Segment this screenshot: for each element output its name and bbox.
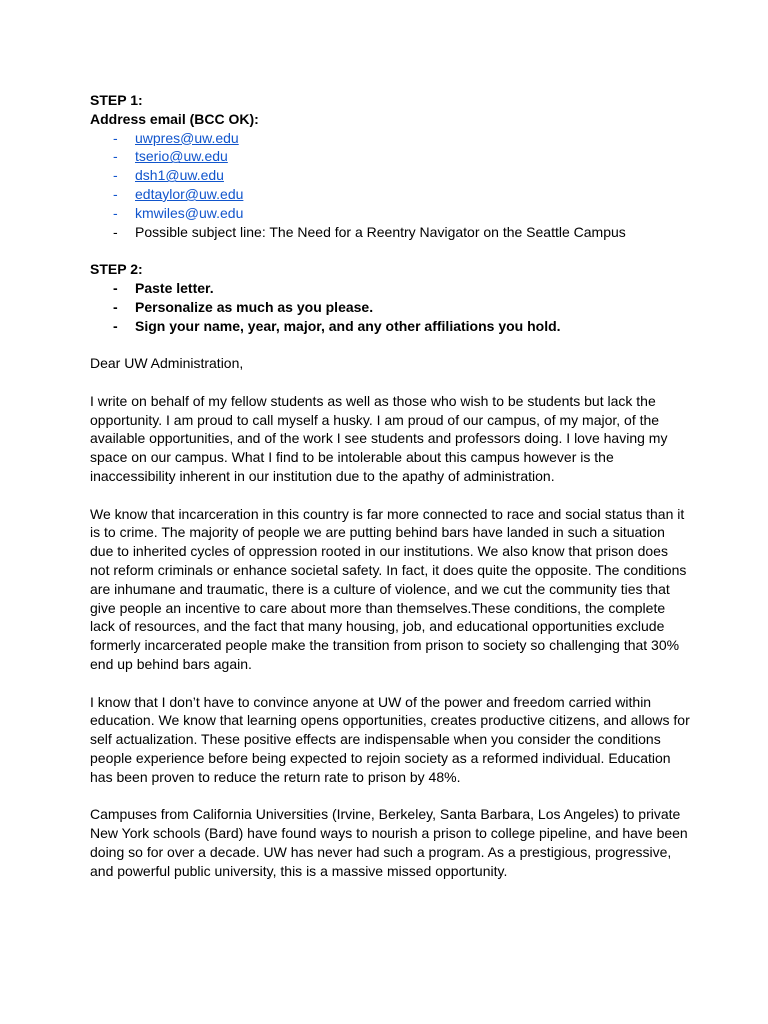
list-dash: - [113, 167, 118, 184]
email-link-edtaylor[interactable]: edtaylor@uw.edu [135, 185, 244, 202]
list-item [90, 223, 690, 242]
step1-subheading: Address email (BCC OK): [90, 110, 259, 127]
email-text-kmwiles: kmwiles@uw.edu [135, 204, 244, 221]
instruction-list [90, 279, 690, 335]
list-dash: - [113, 185, 118, 202]
instruction-sign: Sign your name, year, major, and any other affiliations you hold. [135, 317, 561, 334]
list-dash: - [113, 298, 118, 315]
step1-heading: STEP 1: [90, 92, 143, 108]
subject-line-suggestion: Possible subject line: The Need for a Reentry Navigator on the Seattle Campus [135, 223, 626, 240]
list-dash: - [113, 148, 118, 165]
document-page [90, 91, 690, 880]
email-link-dsh1[interactable]: dsh1@uw.edu [135, 167, 224, 184]
list-item [90, 317, 690, 336]
spacer [90, 786, 690, 805]
spacer [90, 674, 690, 693]
list-item [90, 298, 690, 317]
list-dash: - [113, 279, 118, 296]
list-dash: - [113, 317, 118, 334]
list-item [90, 147, 690, 166]
list-dash: - [113, 129, 118, 146]
spacer [90, 241, 690, 260]
letter-paragraph-1: I write on behalf of my fellow students as well as those who wish to be students but lack the opportunity. I am proud to call myself a husky. I am proud of our campus, of my major, of the available opportunities, and of the work I see students and professors doing. I love having my space on our campus. What I find to be intolerable about this campus however is the inaccessibility inherent in our institution due to the apathy of administration. [90, 392, 668, 484]
list-item [90, 279, 690, 298]
spacer [90, 335, 690, 354]
email-link-uwpres[interactable]: uwpres@uw.edu [135, 129, 239, 146]
email-address-list [90, 129, 690, 242]
instruction-paste: Paste letter. [135, 279, 214, 296]
letter-salutation: Dear UW Administration, [90, 355, 244, 372]
spacer [90, 486, 690, 505]
instruction-personalize: Personalize as much as you please. [135, 298, 374, 315]
spacer [90, 373, 690, 392]
list-item [90, 129, 690, 148]
list-dash: - [113, 204, 118, 221]
letter-paragraph-4: Campuses from California Universities (Irvine, Berkeley, Santa Barbara, Los Angeles) to private New York schools (Bard) have found ways to nourish a prison to college pipeline, and have been doing so for over a decade. UW has never had such a program. As a prestigious, progressive, and powerful public university, this is a massive missed opportunity. [90, 806, 688, 879]
list-item [90, 166, 690, 185]
list-dash: - [113, 223, 118, 240]
email-link-tserio[interactable]: tserio@uw.edu [135, 148, 228, 165]
list-item [90, 185, 690, 204]
step2-heading: STEP 2: [90, 261, 143, 278]
letter-paragraph-2: We know that incarceration in this country is far more connected to race and social status than it is to crime. The majority of people we are putting behind bars have landed in such a situation due to inherited cycles of oppression rooted in our institutions. We also know that prison does not reform criminals or enhance societal safety. In fact, it does quite the opposite. The conditions are inhumane and traumatic, there is a culture of violence, and we cut the community ties that give people an incentive to care about more than themselves.These conditions, the complete lack of resources, and the fact that many housing, job, and educational opportunities exclude formerly incarcerated people make the transition from prison to society so challenging that 30% end up behind bars again. [90, 505, 687, 672]
list-item [90, 204, 690, 223]
letter-paragraph-3: I know that I don’t have to convince anyone at UW of the power and freedom carried within education. We know that learning opens opportunities, creates productive citizens, and allows for self actualization. These positive effects are indispensable when you consider the conditions people experience before being expected to rejoin society as a reformed individual. Education has been proven to reduce the return rate to prison by 48%. [90, 693, 690, 785]
